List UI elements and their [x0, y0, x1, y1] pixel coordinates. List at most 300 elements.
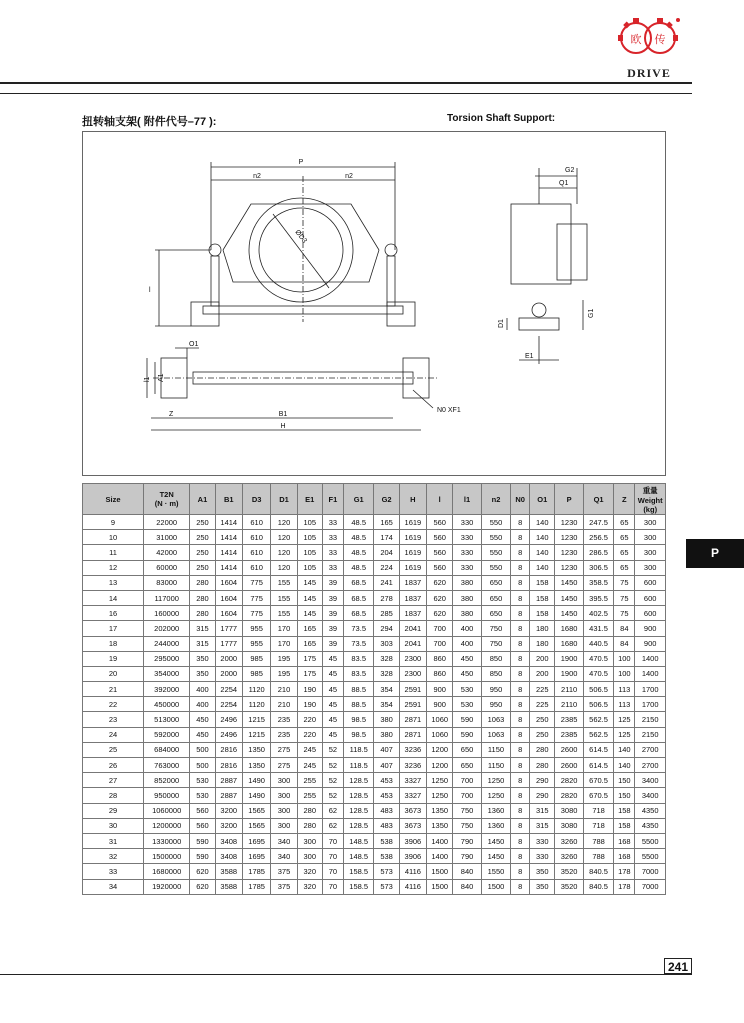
- table-cell: 286.5: [583, 545, 614, 560]
- table-cell: 202000: [144, 621, 190, 636]
- table-cell: 1680: [555, 621, 583, 636]
- table-cell: 763000: [144, 758, 190, 773]
- table-cell: 530: [190, 788, 215, 803]
- table-cell: 128.5: [343, 773, 374, 788]
- table-cell: 500: [190, 742, 215, 757]
- table-cell: 1360: [481, 818, 510, 833]
- table-cell: 224: [374, 560, 399, 575]
- column-header: Q1: [583, 484, 614, 515]
- table-cell: 113: [614, 697, 635, 712]
- table-cell: 45: [322, 727, 343, 742]
- logo-mark-left: 欧: [630, 33, 642, 46]
- table-cell: 280: [190, 590, 215, 605]
- table-cell: 395.5: [583, 590, 614, 605]
- table-cell: 118.5: [343, 742, 374, 757]
- table-row: [83, 818, 666, 833]
- table-cell: 650: [481, 606, 510, 621]
- table-cell: 1250: [427, 773, 453, 788]
- label-l: l: [149, 287, 151, 294]
- table-cell: 39: [322, 590, 343, 605]
- table-cell: 1619: [399, 560, 426, 575]
- table-cell: 8: [511, 758, 530, 773]
- table-cell: 3200: [215, 818, 242, 833]
- table-cell: 300: [635, 530, 666, 545]
- table-cell: 275: [271, 758, 297, 773]
- table-cell: 33: [322, 530, 343, 545]
- table-cell: 900: [635, 636, 666, 651]
- side-motor: [557, 224, 587, 280]
- column-header: H: [399, 484, 426, 515]
- table-cell: 280: [530, 742, 555, 757]
- table-cell: 180: [530, 621, 555, 636]
- table-row: [83, 833, 666, 848]
- table-cell: 2600: [555, 758, 583, 773]
- table-cell: 2041: [399, 621, 426, 636]
- table-cell: 1250: [481, 788, 510, 803]
- column-header: P: [555, 484, 583, 515]
- table-cell: 88.5: [343, 697, 374, 712]
- table-cell: 1777: [215, 621, 242, 636]
- table-cell: 1360: [481, 803, 510, 818]
- table-cell: 650: [481, 575, 510, 590]
- table-cell: 83000: [144, 575, 190, 590]
- table-cell: 200: [530, 666, 555, 681]
- table-cell: 450: [190, 727, 215, 742]
- table-cell: 158.5: [343, 864, 374, 879]
- table-cell: 2300: [399, 651, 426, 666]
- table-cell: 3327: [399, 788, 426, 803]
- table-cell: 8: [511, 849, 530, 864]
- table-cell: 2385: [555, 727, 583, 742]
- table-cell: 2591: [399, 697, 426, 712]
- table-cell: 39: [322, 575, 343, 590]
- table-cell: 45: [322, 666, 343, 681]
- table-cell: 5500: [635, 833, 666, 848]
- table-cell: 62: [322, 803, 343, 818]
- table-cell: 250: [530, 712, 555, 727]
- table-cell: 33: [83, 864, 144, 879]
- table-cell: 1700: [635, 697, 666, 712]
- table-cell: 300: [297, 833, 322, 848]
- table-cell: 250: [190, 515, 215, 530]
- table-cell: 22: [83, 697, 144, 712]
- table-cell: 2254: [215, 682, 242, 697]
- table-cell: 3400: [635, 773, 666, 788]
- table-cell: 280: [190, 606, 215, 621]
- table-cell: 600: [635, 575, 666, 590]
- table-cell: 148.5: [343, 849, 374, 864]
- table-cell: 860: [427, 651, 453, 666]
- table-cell: 1837: [399, 575, 426, 590]
- table-row: [83, 515, 666, 530]
- table-cell: 140: [614, 758, 635, 773]
- table-cell: 670.5: [583, 788, 614, 803]
- table-cell: 750: [453, 818, 481, 833]
- side-pivot: [532, 303, 546, 317]
- table-cell: 241: [374, 575, 399, 590]
- table-cell: 165: [297, 621, 322, 636]
- column-header: Z: [614, 484, 635, 515]
- table-cell: 165: [297, 636, 322, 651]
- table-cell: 280: [297, 818, 322, 833]
- table-cell: 8: [511, 788, 530, 803]
- table-row: [83, 712, 666, 727]
- table-cell: 400: [453, 621, 481, 636]
- table-cell: 175: [297, 651, 322, 666]
- table-cell: 3673: [399, 803, 426, 818]
- table-cell: 70: [322, 864, 343, 879]
- table-cell: 1120: [242, 682, 270, 697]
- table-cell: 160000: [144, 606, 190, 621]
- table-cell: 33: [322, 545, 343, 560]
- table-cell: 1565: [242, 803, 270, 818]
- table-cell: 354000: [144, 666, 190, 681]
- table-cell: 32: [83, 849, 144, 864]
- side-gearbox: [511, 204, 571, 284]
- table-cell: 562.5: [583, 712, 614, 727]
- table-cell: 12: [83, 560, 144, 575]
- table-row: [83, 758, 666, 773]
- table-cell: 1400: [427, 849, 453, 864]
- table-cell: 1700: [635, 682, 666, 697]
- table-cell: 375: [271, 879, 297, 894]
- table-cell: 1450: [481, 833, 510, 848]
- table-cell: 3673: [399, 818, 426, 833]
- table-cell: 614.5: [583, 758, 614, 773]
- table-cell: 860: [427, 666, 453, 681]
- table-cell: 18: [83, 636, 144, 651]
- table-cell: 2496: [215, 727, 242, 742]
- table-cell: 148.5: [343, 833, 374, 848]
- table-cell: 125: [614, 712, 635, 727]
- table-cell: 610: [242, 545, 270, 560]
- table-cell: 168: [614, 833, 635, 848]
- table-cell: 120: [271, 530, 297, 545]
- table-cell: 70: [322, 879, 343, 894]
- table-cell: 1200000: [144, 818, 190, 833]
- table-cell: 300: [635, 560, 666, 575]
- table-cell: 560: [427, 545, 453, 560]
- table-cell: 600: [635, 606, 666, 621]
- column-header: l1: [453, 484, 481, 515]
- table-cell: 450000: [144, 697, 190, 712]
- table-cell: 1215: [242, 727, 270, 742]
- table-cell: 250: [530, 727, 555, 742]
- table-cell: 100: [614, 666, 635, 681]
- table-cell: 7000: [635, 879, 666, 894]
- table-cell: 700: [453, 788, 481, 803]
- table-cell: 128.5: [343, 788, 374, 803]
- table-cell: 2254: [215, 697, 242, 712]
- table-cell: 1695: [242, 849, 270, 864]
- table-cell: 2000: [215, 666, 242, 681]
- table-cell: 190: [297, 697, 322, 712]
- table-cell: 280: [190, 575, 215, 590]
- table-cell: 39: [322, 621, 343, 636]
- table-cell: 1490: [242, 773, 270, 788]
- table-cell: 120: [271, 545, 297, 560]
- table-cell: 2150: [635, 727, 666, 742]
- table-cell: 590: [190, 833, 215, 848]
- table-cell: 244000: [144, 636, 190, 651]
- table-cell: 62: [322, 818, 343, 833]
- table-cell: 16: [83, 606, 144, 621]
- table-cell: 1920000: [144, 879, 190, 894]
- table-row: [83, 575, 666, 590]
- table-cell: 3408: [215, 849, 242, 864]
- label-G1: G1: [588, 308, 595, 318]
- table-cell: 3588: [215, 879, 242, 894]
- table-cell: 1400: [635, 651, 666, 666]
- table-cell: 380: [374, 727, 399, 742]
- table-cell: 235: [271, 712, 297, 727]
- table-cell: 788: [583, 849, 614, 864]
- table-cell: 1330000: [144, 833, 190, 848]
- label-G2: G2: [565, 167, 575, 174]
- table-cell: 73.5: [343, 621, 374, 636]
- table-cell: 670.5: [583, 773, 614, 788]
- table-cell: 1777: [215, 636, 242, 651]
- table-cell: 300: [635, 515, 666, 530]
- table-cell: 145: [297, 590, 322, 605]
- column-header: Size: [83, 484, 144, 515]
- table-cell: 1414: [215, 560, 242, 575]
- table-cell: 1350: [242, 758, 270, 773]
- table-cell: 4350: [635, 818, 666, 833]
- table-cell: 560: [427, 515, 453, 530]
- table-cell: 140: [530, 515, 555, 530]
- table-cell: 1900: [555, 651, 583, 666]
- table-cell: 1150: [481, 742, 510, 757]
- table-cell: 550: [481, 560, 510, 575]
- table-cell: 1450: [481, 849, 510, 864]
- table-cell: 155: [271, 606, 297, 621]
- table-cell: 84: [614, 621, 635, 636]
- table-cell: 1414: [215, 530, 242, 545]
- header-rule-top: [0, 82, 692, 84]
- table-cell: 3080: [555, 818, 583, 833]
- table-cell: 1150: [481, 758, 510, 773]
- table-cell: 3200: [215, 803, 242, 818]
- table-row: [83, 651, 666, 666]
- table-row: [83, 697, 666, 712]
- table-cell: 2820: [555, 788, 583, 803]
- table-cell: 2110: [555, 682, 583, 697]
- table-cell: 2591: [399, 682, 426, 697]
- arm-right: [387, 256, 395, 306]
- table-cell: 8: [511, 864, 530, 879]
- table-cell: 1414: [215, 515, 242, 530]
- table-cell: 1680: [555, 636, 583, 651]
- dimension-table: [82, 483, 666, 895]
- table-cell: 195: [271, 666, 297, 681]
- table-cell: 39: [322, 606, 343, 621]
- table-cell: 21: [83, 682, 144, 697]
- table-cell: 128.5: [343, 818, 374, 833]
- table-cell: 400: [190, 682, 215, 697]
- table-cell: 52: [322, 788, 343, 803]
- table-cell: 330: [453, 530, 481, 545]
- table-cell: 285: [374, 606, 399, 621]
- table-cell: 530: [190, 773, 215, 788]
- table-cell: 60000: [144, 560, 190, 575]
- table-cell: 1450: [555, 590, 583, 605]
- table-cell: 250: [190, 545, 215, 560]
- column-header: B1: [215, 484, 242, 515]
- table-cell: 1490: [242, 788, 270, 803]
- table-cell: 8: [511, 590, 530, 605]
- gear-ring-inner: [259, 208, 343, 292]
- table-cell: 1230: [555, 515, 583, 530]
- table-cell: 610: [242, 530, 270, 545]
- label-B1: B1: [278, 411, 288, 418]
- table-cell: 483: [374, 803, 399, 818]
- table-cell: 33: [322, 515, 343, 530]
- table-cell: 68.5: [343, 575, 374, 590]
- table-cell: 840.5: [583, 879, 614, 894]
- table-cell: 3906: [399, 833, 426, 848]
- table-cell: 88.5: [343, 682, 374, 697]
- table-cell: 650: [453, 742, 481, 757]
- table-cell: 3260: [555, 849, 583, 864]
- label-N0F1: N0 XF1: [437, 407, 461, 414]
- table-cell: 9: [83, 515, 144, 530]
- table-cell: 195: [271, 651, 297, 666]
- table-row: [83, 606, 666, 621]
- table-cell: 245: [297, 758, 322, 773]
- logo-mark-right: 传: [654, 33, 666, 46]
- table-cell: 256.5: [583, 530, 614, 545]
- table-cell: 1619: [399, 530, 426, 545]
- table-cell: 128.5: [343, 803, 374, 818]
- table-row: [83, 879, 666, 894]
- table-cell: 10: [83, 530, 144, 545]
- table-cell: 1500: [427, 879, 453, 894]
- table-cell: 775: [242, 575, 270, 590]
- table-cell: 1400: [427, 833, 453, 848]
- table-cell: 328: [374, 651, 399, 666]
- table-cell: 5500: [635, 849, 666, 864]
- table-cell: 113: [614, 682, 635, 697]
- table-cell: 1060: [427, 712, 453, 727]
- table-cell: 11: [83, 545, 144, 560]
- table-row: [83, 682, 666, 697]
- table-cell: 450: [453, 651, 481, 666]
- table-cell: 300: [635, 545, 666, 560]
- table-cell: 100: [614, 651, 635, 666]
- table-cell: 2300: [399, 666, 426, 681]
- table-cell: 275: [271, 742, 297, 757]
- table-cell: 255: [297, 773, 322, 788]
- table-cell: 65: [614, 515, 635, 530]
- table-cell: 1837: [399, 606, 426, 621]
- table-cell: 48.5: [343, 560, 374, 575]
- table-cell: 8: [511, 818, 530, 833]
- table-cell: 8: [511, 712, 530, 727]
- table-cell: 22000: [144, 515, 190, 530]
- table-cell: 8: [511, 621, 530, 636]
- table-cell: 52: [322, 773, 343, 788]
- table-cell: 1350: [427, 803, 453, 818]
- table-cell: 1063: [481, 712, 510, 727]
- page-number: 241: [664, 958, 692, 974]
- table-cell: 2150: [635, 712, 666, 727]
- table-cell: 573: [374, 864, 399, 879]
- title-english: Torsion Shaft Support:: [447, 113, 556, 124]
- table-cell: 453: [374, 788, 399, 803]
- table-cell: 278: [374, 590, 399, 605]
- table-cell: 2816: [215, 758, 242, 773]
- column-header: O1: [530, 484, 555, 515]
- table-cell: 330: [530, 849, 555, 864]
- table-cell: 2700: [635, 758, 666, 773]
- table-cell: 1785: [242, 864, 270, 879]
- table-cell: 178: [614, 879, 635, 894]
- table-cell: 1200: [427, 758, 453, 773]
- table-cell: 407: [374, 742, 399, 757]
- table-cell: 175: [297, 666, 322, 681]
- table-cell: 530: [453, 697, 481, 712]
- table-cell: 340: [271, 849, 297, 864]
- column-header: E1: [297, 484, 322, 515]
- table-cell: 330: [453, 545, 481, 560]
- table-cell: 8: [511, 773, 530, 788]
- table-row: [83, 742, 666, 757]
- table-cell: 1230: [555, 545, 583, 560]
- table-cell: 245: [297, 742, 322, 757]
- table-cell: 65: [614, 530, 635, 545]
- label-A1: A1: [158, 373, 165, 382]
- table-cell: 1250: [481, 773, 510, 788]
- table-cell: 174: [374, 530, 399, 545]
- table-cell: 8: [511, 636, 530, 651]
- label-n2-right: n2: [345, 173, 353, 180]
- table-cell: 145: [297, 575, 322, 590]
- table-cell: 850: [481, 666, 510, 681]
- table-cell: 75: [614, 606, 635, 621]
- column-header: G2: [374, 484, 399, 515]
- table-cell: 330: [453, 515, 481, 530]
- table-cell: 3236: [399, 742, 426, 757]
- table-cell: 400: [453, 636, 481, 651]
- label-D3: ØD3: [293, 228, 308, 245]
- table-cell: 8: [511, 575, 530, 590]
- table-cell: 2496: [215, 712, 242, 727]
- column-header: G1: [343, 484, 374, 515]
- table-cell: 340: [271, 833, 297, 848]
- table-body: [83, 515, 666, 895]
- column-header: n2: [481, 484, 510, 515]
- table-cell: 470.5: [583, 666, 614, 681]
- column-header: D1: [271, 484, 297, 515]
- table-cell: 1250: [427, 788, 453, 803]
- table-cell: 718: [583, 803, 614, 818]
- table-cell: 14: [83, 590, 144, 605]
- table-cell: 178: [614, 864, 635, 879]
- table-cell: 1619: [399, 515, 426, 530]
- table-cell: 1500: [427, 864, 453, 879]
- table-cell: 2816: [215, 742, 242, 757]
- table-cell: 1450: [555, 575, 583, 590]
- table-cell: 8: [511, 833, 530, 848]
- table-cell: 788: [583, 833, 614, 848]
- table-cell: 750: [481, 636, 510, 651]
- table-cell: 45: [322, 651, 343, 666]
- table-cell: 250: [190, 560, 215, 575]
- table-row: [83, 849, 666, 864]
- table-cell: 220: [297, 727, 322, 742]
- table-cell: 75: [614, 590, 635, 605]
